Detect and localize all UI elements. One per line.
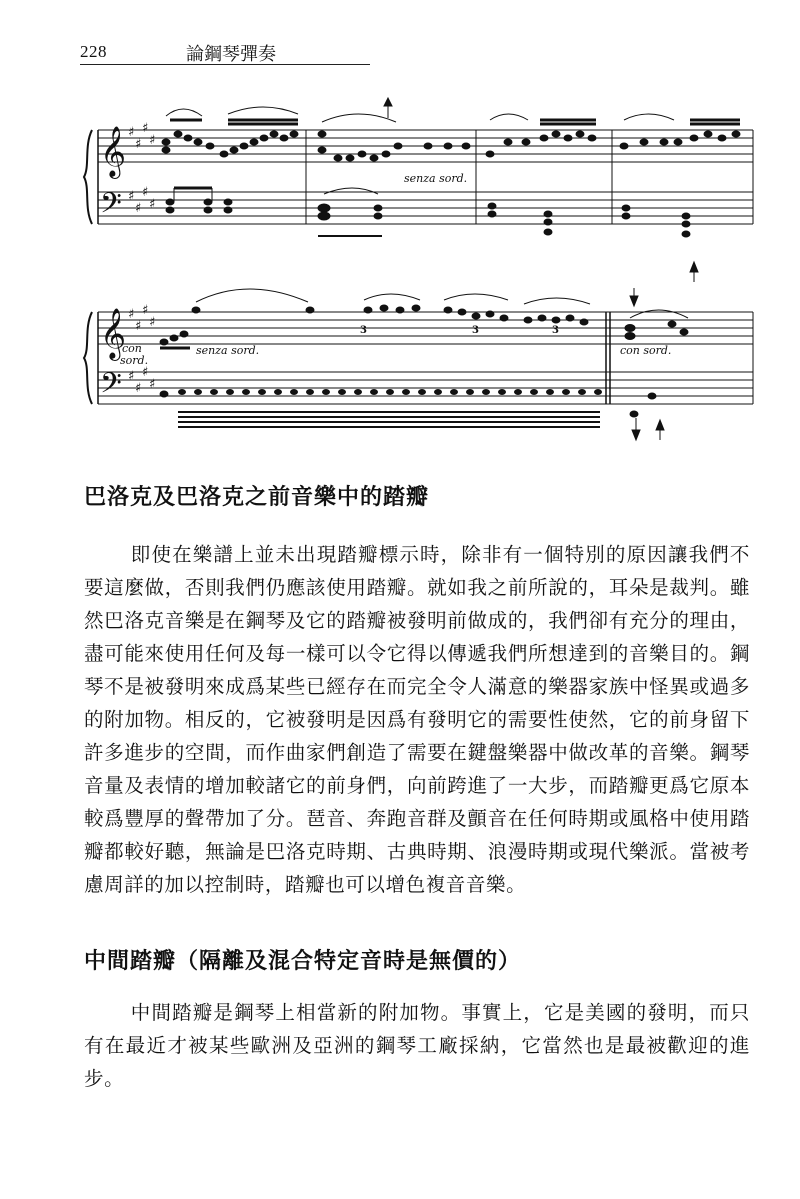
system-2-treble-staff	[98, 312, 753, 344]
svg-text:♯: ♯	[149, 197, 156, 212]
body-paragraph	[84, 538, 750, 901]
page-number: 228	[80, 42, 107, 61]
svg-text:♯: ♯	[142, 121, 149, 136]
con-sord-marking: con sord.	[620, 344, 672, 357]
svg-text:♯: ♯	[142, 185, 149, 200]
svg-text:♯: ♯	[128, 307, 135, 322]
svg-text:♯: ♯	[128, 125, 135, 140]
svg-text:♯: ♯	[135, 319, 142, 334]
svg-text:♯: ♯	[135, 381, 142, 396]
svg-text:♯: ♯	[149, 377, 156, 392]
music-score-excerpt	[78, 96, 758, 446]
svg-text:♯: ♯	[135, 201, 142, 216]
treble-clef-icon: 𝄞	[100, 126, 127, 177]
bass-clef-icon: 𝄢	[100, 187, 122, 227]
running-header	[80, 40, 720, 66]
svg-text:♯: ♯	[142, 365, 149, 380]
con-sord-marking: con	[122, 342, 142, 355]
body-paragraph	[84, 996, 750, 1095]
svg-text:♯: ♯	[128, 369, 135, 384]
svg-text:♯: ♯	[128, 189, 135, 204]
svg-text:♯: ♯	[149, 133, 156, 148]
system-1-bass-staff	[98, 192, 753, 224]
svg-text:♯: ♯	[135, 137, 142, 152]
running-title: 論鋼琴彈奏	[186, 44, 276, 65]
system-2-bass-staff	[98, 372, 753, 404]
paragraph-text: 中間踏瓣是鋼琴上相當新的附加物。事實上，它是美國的發明，而只有在最近才被某些歐洲及亞洲的鋼琴工廠採納，它當然也是最被歡迎的進步。	[84, 1001, 750, 1090]
senza-sord-marking: senza sord.	[404, 172, 468, 185]
triplet-mark: 3	[360, 325, 367, 336]
con-sord-marking-cont: sord.	[120, 354, 149, 367]
triplet-mark: 3	[472, 325, 479, 336]
treble-clef-icon: 𝄞	[100, 308, 127, 359]
section-heading-baroque-pedal: 巴洛克及巴洛克之前音樂中的踏瓣	[84, 484, 430, 510]
bass-clef-icon: 𝄢	[100, 367, 122, 407]
triplet-mark: 3	[552, 325, 559, 336]
header-rule	[80, 64, 370, 65]
svg-text:♯: ♯	[149, 315, 156, 330]
section-heading-middle-pedal: 中間踏瓣（隔離及混合特定音時是無價的）	[84, 948, 522, 974]
senza-sord-marking: senza sord.	[196, 344, 260, 357]
paragraph-text: 即使在樂譜上並未出現踏瓣標示時，除非有一個特別的原因讓我們不要這麼做，否則我們仍應該使用踏瓣。就如我之前所說的，耳朵是裁判。雖然巴洛克音樂是在鋼琴及它的踏瓣被發明前做成的，我們卻有充分的理由，盡可能來使用任何及每一樣可以令它得以傳遞我們所想達到的音樂目的。鋼琴不是被發明來成爲某些已經存在而完全令人滿意的樂器家族中怪異或過多的附加物。相反的，它被發明是因爲有發明它的需要性使然，它的前身留下許多進步的空間，而作曲家們創造了需要在鍵盤樂器中做改革的音樂。鋼琴音量及表情的增加較諸它的前身們，向前跨進了一大步，而踏瓣更爲它原本較爲豐厚的聲帶加了分。琶音、奔跑音群及顫音在任何時期或風格中使用踏瓣都較好聽，無論是巴洛克時期、古典時期、浪漫時期或現代樂派。當被考慮周詳的加以控制時，踏瓣也可以增色複音音樂。	[84, 543, 750, 896]
svg-text:♯: ♯	[142, 303, 149, 318]
